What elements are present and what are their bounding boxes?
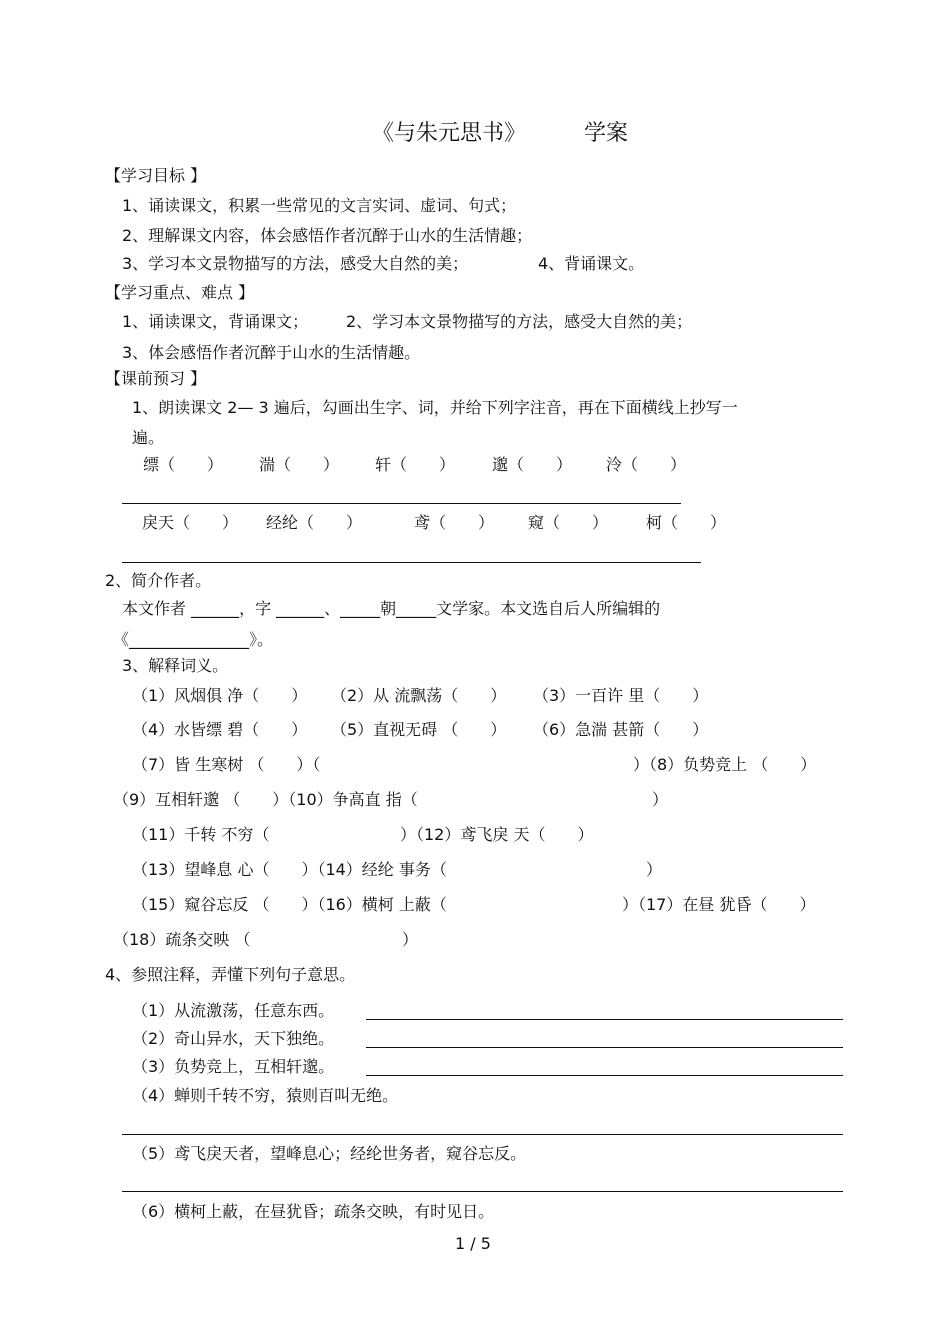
vocab-item: （6）急湍 甚箭（ ） [533,720,709,739]
vocab-item: （18）疏条交映 （ [113,930,251,949]
question-4-heading: 4、参照注释，弄懂下列句子意思。 [105,965,356,984]
source-book-blank[interactable]: 《_______________》。 [113,630,274,649]
translation-answer-line[interactable] [366,1075,843,1076]
vocab-item: ）（17）在昼 犹昏（ ） [622,895,816,914]
pinyin-item: 轩（ ） [375,455,456,474]
vocab-item: ） [652,790,669,809]
author-fill-blanks[interactable]: 本文作者 ______，字 ______、_____朝_____文学家。本文选自后人所编辑的 [122,599,661,618]
goal-line: 3、学习本文景物描写的方法，感受大自然的美； [122,254,469,273]
vocab-item: （2）从 流飘荡（ ） [331,686,507,705]
page-title-suffix: 学案 [584,121,629,146]
key-points-heading: 【学习重点、难点 】 [105,283,255,302]
pinyin-item: 邈（ ） [492,455,573,474]
question-3-heading: 3、解释词义。 [122,656,229,675]
translation-answer-line[interactable] [366,1019,843,1020]
vocab-item: ） [646,860,663,879]
sentence-item: （4）蝉则千转不穷，猿则百叫无绝。 [132,1086,399,1105]
goal-line: 4、背诵课文。 [538,254,645,273]
sentence-item: （1）从流激荡，任意东西。 [132,1001,335,1020]
pinyin-item: 戾天（ ） [142,513,239,532]
translation-answer-line[interactable] [122,1134,843,1135]
vocab-item: （7）皆 生寒树 （ ）（ [132,755,321,774]
vocab-item: ） [402,930,419,949]
key-point-line: 1、诵读课文，背诵课文； [122,312,309,331]
copy-answer-line[interactable] [122,562,701,563]
page-title: 《与朱元思书》 [372,121,527,146]
pinyin-item: 泠（ ） [606,455,687,474]
translation-answer-line[interactable] [122,1191,843,1192]
pinyin-item: 鸢（ ） [414,513,495,532]
goals-heading: 【学习目标 】 [105,166,207,185]
preview-heading: 【课前预习 】 [105,369,207,388]
copy-answer-line[interactable] [122,503,681,504]
page-number: 1 / 5 [455,1234,491,1253]
sentence-item: （5）鸢飞戾天者，望峰息心；经纶世务者，窥谷忘反。 [132,1144,527,1163]
goal-line: 1、诵读课文，积累一些常见的文言实词、虚词、句式； [122,196,517,215]
vocab-item: （13）望峰息 心（ ）（14）经纶 事务（ [132,860,447,879]
pinyin-item: 湍（ ） [259,455,340,474]
sentence-item: （3）负势竞上，互相轩邈。 [132,1057,335,1076]
sentence-item: （2）奇山异水，天下独绝。 [132,1029,335,1048]
vocab-item: （1）风烟俱 净（ ） [132,686,308,705]
vocab-item: （15）窥谷忘反 （ ）（16）横柯 上蔽（ [132,895,447,914]
pinyin-item: 窥（ ） [528,513,609,532]
vocab-item: （4）水皆缥 碧（ ） [132,720,308,739]
pinyin-item: 柯（ ） [646,513,727,532]
question-1-text: 1、朗读课文 2— 3 遍后，勾画出生字、词，并给下列字注音，再在下面横线上抄写一 [132,398,738,417]
goal-line: 2、理解课文内容，体会感悟作者沉醉于山水的生活情趣； [122,226,533,245]
question-2-heading: 2、简介作者。 [105,571,212,590]
pinyin-item: 经纶（ ） [266,513,363,532]
key-point-line: 3、体会感悟作者沉醉于山水的生活情趣。 [122,343,421,362]
vocab-item: （11）千转 不穷（ [132,825,270,844]
vocab-item: （3）一百许 里（ ） [533,686,709,705]
vocab-item: ）（8）负势竞上 （ ） [633,755,817,774]
pinyin-item: 缥（ ） [143,455,224,474]
vocab-item: ）（12）鸢飞戾 天（ ） [400,825,594,844]
question-1-text-cont: 遍。 [132,428,165,447]
translation-answer-line[interactable] [366,1047,843,1048]
vocab-item: （9）互相轩邈 （ ）（10）争高直 指（ [113,790,418,809]
key-point-line: 2、学习本文景物描写的方法，感受大自然的美； [346,312,693,331]
vocab-item: （5）直视无碍 （ ） [331,720,507,739]
sentence-item: （6）横柯上蔽，在昼犹昏；疏条交映，有时见日。 [132,1202,495,1221]
